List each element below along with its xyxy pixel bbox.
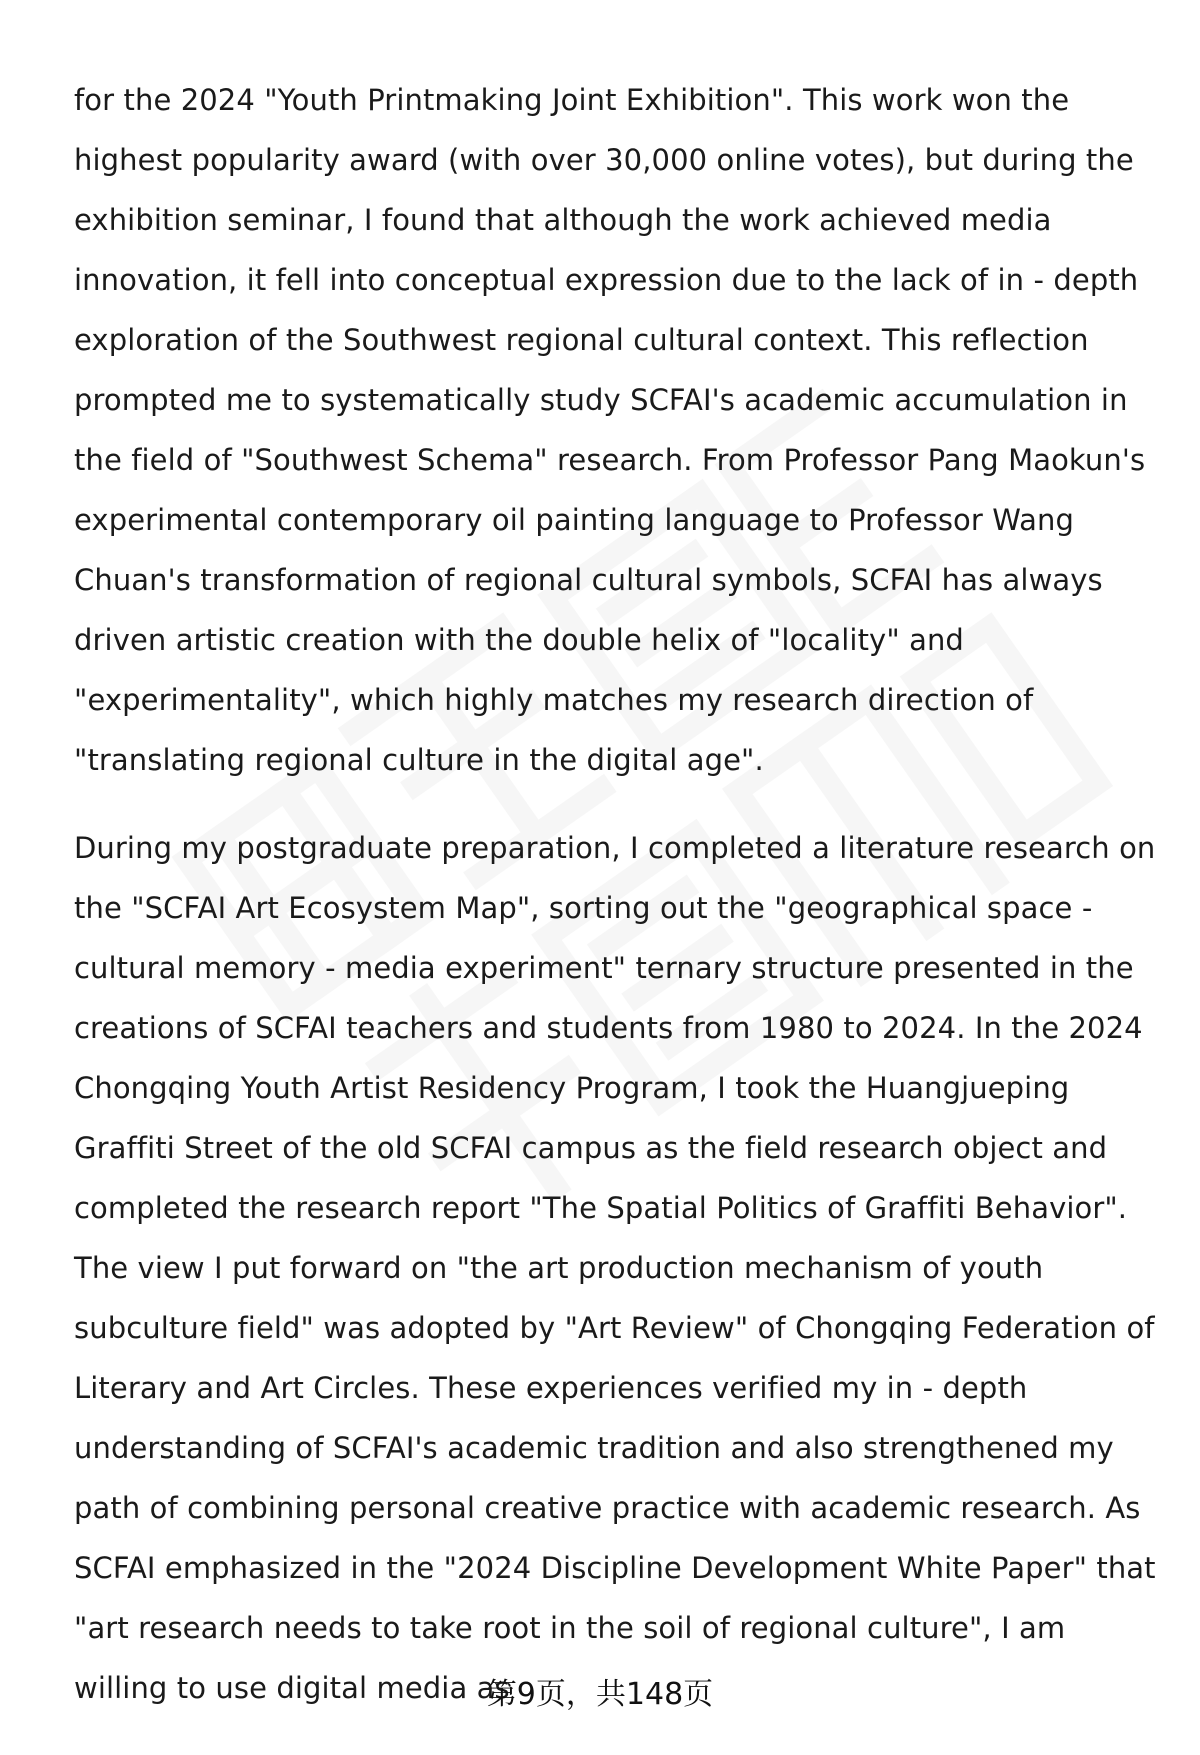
page-number: 第9页，共148页 [486,1677,714,1712]
document-body [74,70,1160,1718]
body-paragraph: for the 2024 "Youth Printmaking Joint Exhibition". This work won the highest popularity award (with over 30,000 online votes), but during the exhibition seminar, I found that although the work achieved media innovation, it fell into conceptual expression due to the lack of in - depth exploration of the Southwest regional cultural context. This reflection prompted me to systematically study SCFAI's academic accumulation in the field of "Southwest Schema" research. From Professor Pang Maokun's experimental contemporary oil painting language to Professor Wang Chuan's transformation of regional cultural symbols, SCFAI has always driven artistic creation with the double helix of "locality" and "experimentality", which highly matches my research direction of "translating regional culture in the digital age". [74,83,1146,777]
body-paragraph: During my postgraduate preparation, I completed a literature research on the "SCFAI Art Ecosystem Map", sorting out the "geographical space - cultural memory - media experiment" ternary structure presented in the creations of SCFAI teachers and students from 1980 to 2024. In the 2024 Chongqing Youth Artist Residency Program, I took the Huangjueping Graffiti Street of the old SCFAI campus as the field research object and completed the research report "The Spatial Politics of Graffiti Behavior". The view I put forward on "the art production mechanism of youth subculture field" was adopted by "Art Review" of Chongqing Federation of Literary and Art Circles. These experiences verified my in - depth understanding of SCFAI's academic tradition and also strengthened my path of combining personal creative practice with academic research. As SCFAI emphasized in the "2024 Discipline Development White Paper" that "art research needs to take root in the soil of regional culture", I am willing to use digital media as [74,831,1156,1705]
